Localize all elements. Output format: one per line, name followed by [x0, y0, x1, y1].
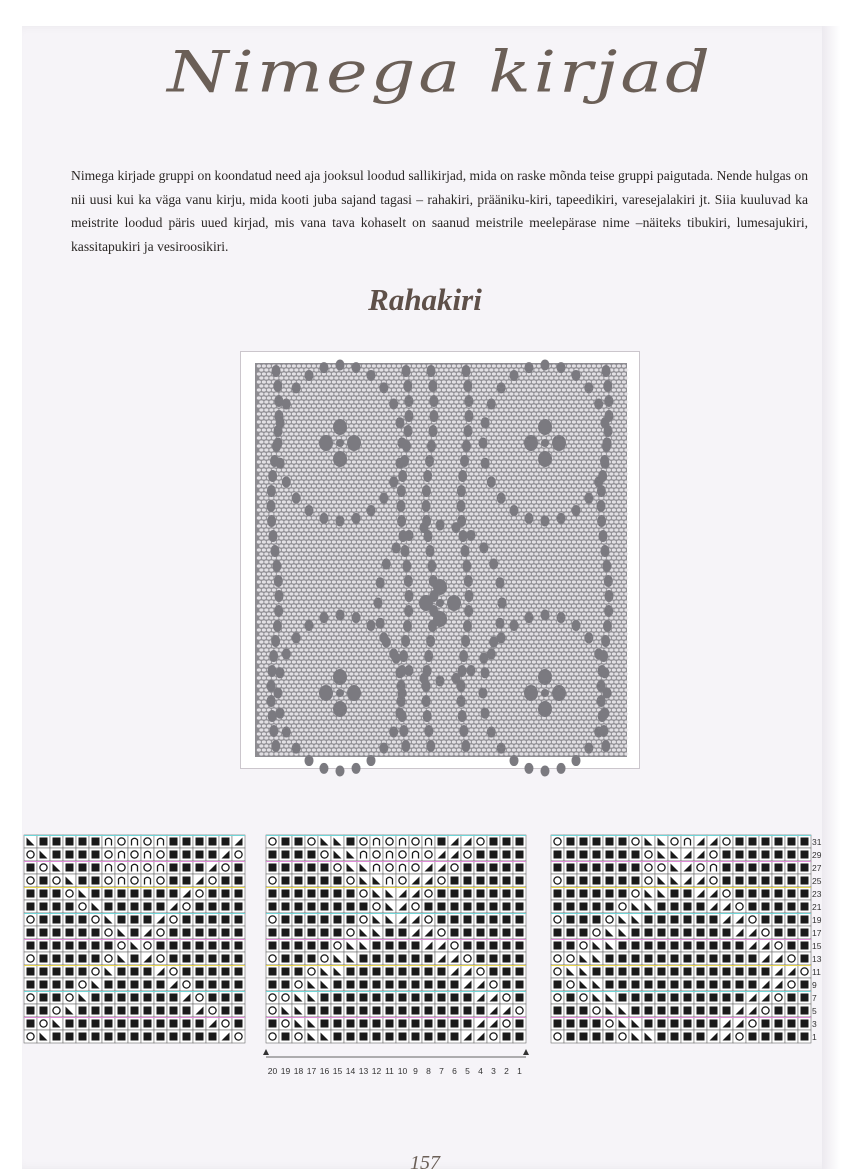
stitch-number: 13 — [359, 1066, 369, 1076]
stitch-number: 19 — [281, 1066, 291, 1076]
row-numbers — [812, 837, 822, 1042]
repeat-end-arrow — [523, 1049, 529, 1055]
repeat-start-arrow — [263, 1049, 269, 1055]
stitch-number: 4 — [478, 1066, 483, 1076]
row-number: 19 — [812, 915, 822, 925]
chart-left — [24, 835, 245, 1043]
stitch-number: 7 — [439, 1066, 444, 1076]
stitch-number: 17 — [307, 1066, 317, 1076]
row-number: 1 — [812, 1032, 817, 1042]
row-number: 3 — [812, 1019, 817, 1029]
stitch-number: 2 — [504, 1066, 509, 1076]
stitch-number: 16 — [320, 1066, 330, 1076]
stitch-number: 1 — [517, 1066, 522, 1076]
row-number: 13 — [812, 954, 822, 964]
pattern-title: Rahakiri — [0, 282, 850, 318]
lace-swatch-photo — [255, 363, 627, 757]
stitch-number: 15 — [333, 1066, 343, 1076]
stitch-number: 11 — [385, 1066, 394, 1076]
knitting-chart-grid — [24, 835, 826, 1065]
stitch-number: 5 — [465, 1066, 470, 1076]
stitch-number: 10 — [398, 1066, 408, 1076]
row-number: 29 — [812, 850, 822, 860]
chart-middle — [266, 835, 526, 1043]
row-number: 9 — [812, 980, 817, 990]
row-number: 7 — [812, 993, 817, 1003]
stitch-number: 6 — [452, 1066, 457, 1076]
row-number: 21 — [812, 902, 822, 912]
lace-photo-frame — [240, 351, 640, 769]
stitch-number: 8 — [426, 1066, 431, 1076]
page-number: 157 — [0, 1152, 850, 1169]
intro-paragraph: Nimega kirjade gruppi on koondatud need aja jooksul loodud sallikirjad, mida on raske mõnda teise gruppi paigutada. Nende hulgas on nii uusi kui ka väga vanu kirju, mida kooti juba sajand tagasi – rahakiri, prääniku-kiri, tapeedikiri, varesejalakiri jt. Siia kuuluvad ka meistrite loodud päris uued kirjad, mis vana tava kohaselt on saanud meistrile meelepärase nime –näiteks tibukiri, lumesajukiri, kassitapukiri ja vesiroosikiri. — [71, 164, 808, 258]
lace-swatch-drawing — [255, 363, 627, 757]
row-number: 27 — [812, 863, 822, 873]
row-number: 25 — [812, 876, 822, 886]
row-number: 23 — [812, 889, 822, 899]
stitch-number: 3 — [491, 1066, 496, 1076]
row-number: 31 — [812, 837, 822, 847]
stitch-number: 20 — [268, 1066, 278, 1076]
page-title: Nimega kirjad — [60, 38, 820, 105]
stitch-number: 9 — [413, 1066, 418, 1076]
stitch-number: 18 — [294, 1066, 304, 1076]
stitch-number: 14 — [346, 1066, 356, 1076]
knitting-charts — [24, 835, 826, 1065]
chart-right — [551, 835, 811, 1043]
stitch-number: 12 — [372, 1066, 382, 1076]
row-number: 17 — [812, 928, 822, 938]
row-number: 15 — [812, 941, 822, 951]
row-number: 5 — [812, 1006, 817, 1016]
row-number: 11 — [812, 967, 821, 977]
